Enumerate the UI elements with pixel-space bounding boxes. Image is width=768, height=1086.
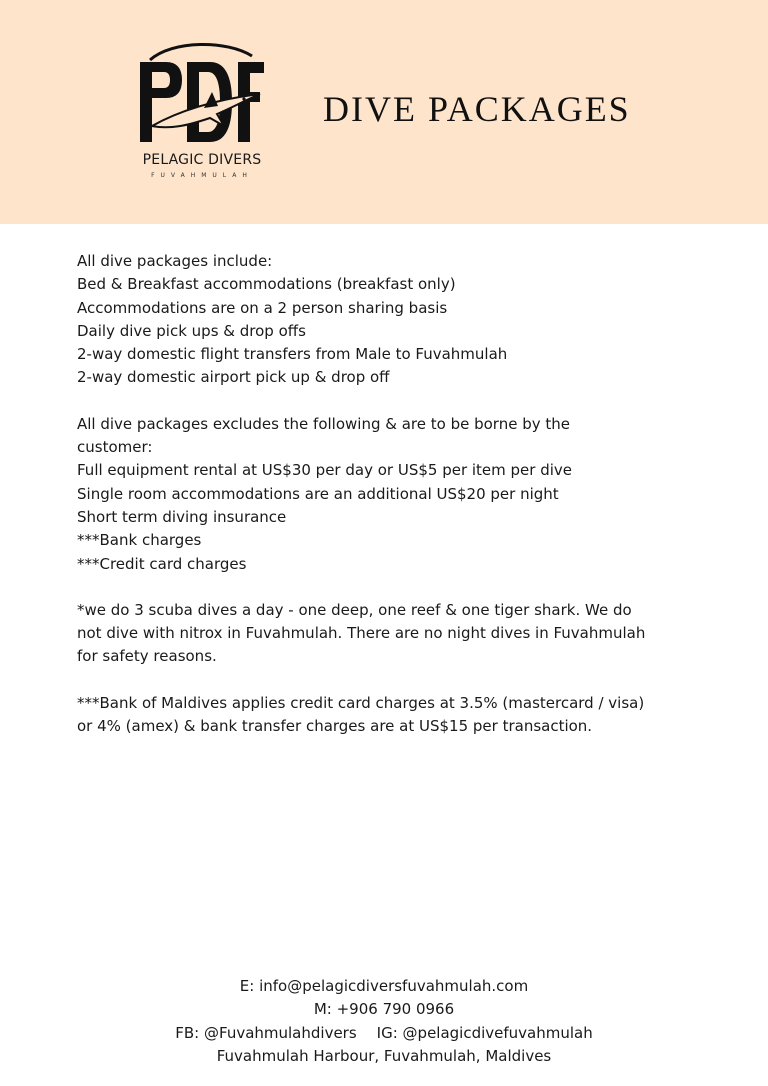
page-title: DIVE PACKAGES [323, 89, 631, 129]
contact-footer [0, 975, 768, 1068]
excludes-item: Short term diving insurance [77, 507, 287, 526]
includes-item: Accommodations are on a 2 person sharing basis [77, 298, 448, 317]
excludes-section [77, 413, 697, 576]
includes-item: Bed & Breakfast accommodations (breakfast only) [77, 275, 456, 294]
excludes-item: Single room accommodations are an additional US$20 per night [77, 484, 559, 503]
logo-brand-text: PELAGIC DIVERS [142, 152, 262, 168]
includes-item: 2-way domestic flight transfers from Male to Fuvahmulah [77, 345, 508, 364]
dive-note-line: *we do 3 scuba dives a day - one deep, one reef & one tiger shark. We do [77, 600, 632, 619]
includes-intro: All dive packages include: [77, 252, 273, 270]
bank-note [77, 692, 697, 739]
instagram-handle: IG: @pelagicdivefuvahmulah [376, 1023, 593, 1042]
excludes-item: ***Credit card charges [77, 554, 247, 573]
bank-note-line: ***Bank of Maldives applies credit card charges at 3.5% (mastercard / visa) [77, 693, 645, 712]
shark-logo-icon [132, 42, 272, 152]
facebook-handle: FB: @Fuvahmulahdivers [175, 1023, 357, 1042]
excludes-intro: All dive packages excludes the following & are to be borne by the [77, 414, 570, 433]
logo-location-text: FUVAHMULAH [151, 172, 253, 179]
phone-text: M: +906 790 0966 [313, 1000, 455, 1019]
bank-note-line: or 4% (amex) & bank transfer charges are at US$15 per transaction. [77, 717, 593, 736]
excludes-item: ***Bank charges [77, 531, 202, 550]
package-details [77, 250, 697, 761]
email-text: E: info@pelagicdiversfuvahmulah.com [239, 977, 529, 995]
page-header [0, 0, 768, 224]
excludes-intro: customer: [77, 438, 153, 457]
dive-note-line: for safety reasons. [77, 647, 217, 666]
dive-note [77, 599, 697, 669]
address-text: Fuvahmulah Harbour, Fuvahmulah, Maldives [216, 1046, 552, 1065]
dive-note-line: not dive with nitrox in Fuvahmulah. There are no night dives in Fuvahmulah [77, 624, 646, 643]
includes-item: 2-way domestic airport pick up & drop off [77, 368, 390, 387]
pelagic-divers-logo [132, 42, 272, 182]
social-handles [0, 1022, 768, 1045]
excludes-item: Full equipment rental at US$30 per day or US$5 per item per dive [77, 461, 573, 480]
includes-item: Daily dive pick ups & drop offs [77, 321, 306, 340]
includes-section [77, 250, 697, 390]
